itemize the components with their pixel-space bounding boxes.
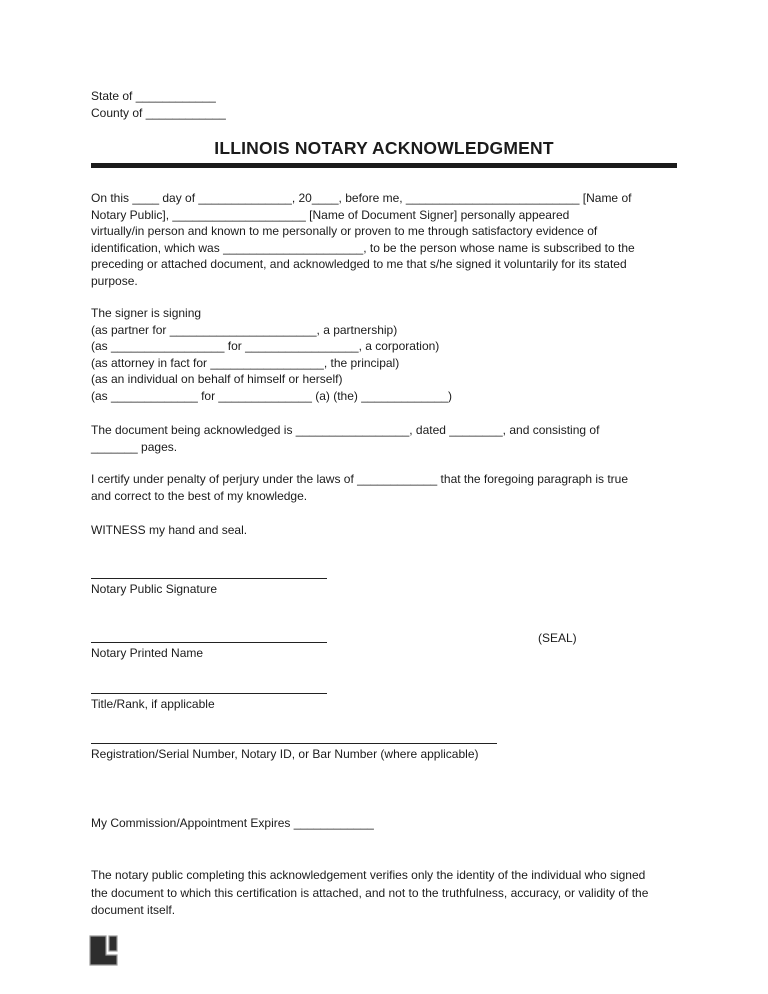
signer-capacity-line: The signer is signing bbox=[91, 306, 202, 320]
notary-public-signature-line bbox=[91, 578, 327, 579]
legal-templates-logo-icon bbox=[88, 934, 122, 968]
footer-logo-area bbox=[88, 934, 677, 973]
signer-capacity-block bbox=[91, 305, 677, 404]
notary-signature-block bbox=[91, 578, 677, 598]
intro-line: virtually/in person and known to me personally or proven to me through satisfactory evidence of bbox=[91, 224, 598, 238]
commission-expiration-line: My Commission/Appointment Expires ____________ bbox=[91, 815, 374, 830]
notary-disclaimer-paragraph bbox=[91, 867, 677, 920]
perjury-certification-paragraph bbox=[91, 471, 677, 504]
registration-number-label: Registration/Serial Number, Notary ID, or Bar Number (where applicable) bbox=[91, 747, 479, 761]
perjury-certification-line: I certify under penalty of perjury under the laws of ____________ that the foregoing paragraph is true bbox=[91, 472, 629, 486]
perjury-certification-line: and correct to the best of my knowledge. bbox=[91, 488, 308, 503]
acknowledgment-paragraph bbox=[91, 190, 677, 289]
signer-capacity-line: (as an individual on behalf of himself or herself) bbox=[91, 372, 343, 386]
intro-line: preceding or attached document, and acknowledged to me that s/he signed it voluntarily for its stated bbox=[91, 257, 627, 271]
seal-placeholder: (SEAL) bbox=[538, 631, 577, 645]
document-description-line: The document being acknowledged is _________________, dated ________, and consisting of bbox=[91, 423, 600, 437]
intro-line: identification, which was _____________________, to be the person whose name is subscribed to the bbox=[91, 240, 635, 255]
document-description-line: _______ pages. bbox=[91, 439, 178, 454]
registration-number-line bbox=[91, 743, 497, 744]
notary-printed-name-label: Notary Printed Name bbox=[91, 646, 204, 660]
notary-printed-name-line bbox=[91, 642, 327, 643]
registration-number-block bbox=[91, 743, 677, 763]
title-double-rule bbox=[91, 163, 677, 168]
notary-public-signature-label: Notary Public Signature bbox=[91, 581, 218, 596]
title-rank-line bbox=[91, 693, 327, 694]
title-rank-block bbox=[91, 693, 677, 713]
intro-line: purpose. bbox=[91, 273, 138, 288]
disclaimer-line: document itself. bbox=[91, 903, 176, 917]
title-rank-label: Title/Rank, if applicable bbox=[91, 696, 215, 711]
signer-capacity-line: (as _____________ for ______________ (a) (the) _____________) bbox=[91, 388, 452, 403]
intro-line: On this ____ day of ______________, 20____, before me, __________________________ [Name of bbox=[91, 191, 632, 205]
witness-statement: WITNESS my hand and seal. bbox=[91, 523, 248, 537]
intro-line: Notary Public], ____________________ [Name of Document Signer] personally appeared bbox=[91, 207, 570, 222]
document-description-paragraph bbox=[91, 422, 677, 455]
signer-capacity-line: (as _________________ for _________________, a corporation) bbox=[91, 339, 440, 353]
signer-capacity-line: (as attorney in fact for _________________, the principal) bbox=[91, 355, 400, 370]
signer-capacity-line: (as partner for ______________________, a partnership) bbox=[91, 322, 398, 337]
page-title: ILLINOIS NOTARY ACKNOWLEDGMENT bbox=[214, 138, 554, 158]
disclaimer-line: The notary public completing this acknowledgement verifies only the identity of the individual who signed bbox=[91, 868, 646, 882]
state-of-line: State of ____________ bbox=[91, 89, 216, 103]
jurisdiction-block bbox=[91, 88, 677, 121]
disclaimer-line: the document to which this certification is attached, and not to the truthfulness, accuracy, or validity of the bbox=[91, 885, 649, 900]
county-of-line: County of ____________ bbox=[91, 105, 226, 120]
notary-printed-name-block bbox=[91, 631, 677, 662]
printed-name-row bbox=[91, 631, 677, 643]
